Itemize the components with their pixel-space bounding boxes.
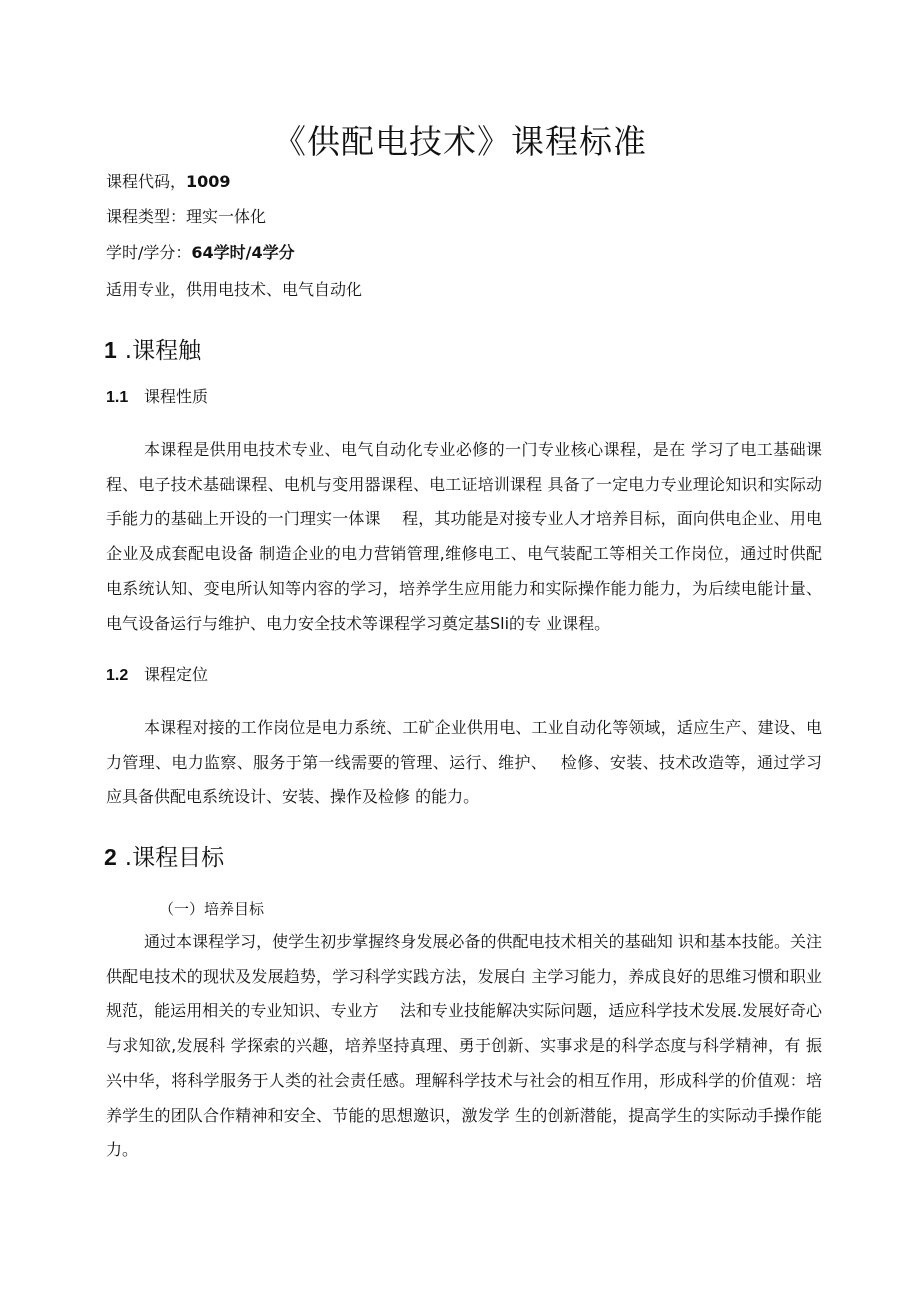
section-2-heading <box>104 842 224 873</box>
course-code-value: 1009 <box>186 172 231 191</box>
course-code-label: 课程代码， <box>106 172 187 191</box>
document-title: 《供配电技术》课程标准 <box>273 122 647 161</box>
course-hours <box>106 242 295 264</box>
section-2-number: 2 <box>104 844 117 870</box>
section-1-2-title: 课程定位 <box>144 665 209 684</box>
section-1-2-number: 1.2 <box>106 667 129 684</box>
section-1-heading <box>104 335 201 366</box>
section-1-1-heading <box>106 386 208 409</box>
hours-value: 64学时/4学分 <box>191 243 295 262</box>
section-1-2-paragraph: 本课程对接的工作岗位是电力系统、工矿企业供用电、工业自动化等领域，适应生产、建设、电力管理、电力监察、服务于第一线需要的管理、运行、维护、 检修、安装、技术改造等，通过学习应具备供配电系统设计、安装、操作及检修 的能力。 <box>106 718 822 807</box>
section-2-subheading: （一）培养目标 <box>159 900 265 918</box>
hours-label: 学时/学分： <box>106 243 192 262</box>
section-1-1-number: 1.1 <box>106 389 129 406</box>
section-1-1-paragraph: 本课程是供用电技术专业、电气自动化专业必修的一门专业核心课程，是在 学习了电工基础课程、电子技术基础课程、电机与变用器课程、电工证培训课程 具备了一定电力专业理论知识和实际动手能力的基础上开设的一门理实一体课 程，其功能是对接专业人才培养目标，面向供电企业、用电企业及成套配电设备 制造企业的电力营销管理,维修电工、电气装配工等相关工作岗位，通过时供配 电系统认知、变电所认知等内容的学习，培养学生应用能力和实际操作能力能力，为后续电能计量、电气设备运行与维护、电力安全技术等课程学习奠定基Sli的专 业课程。 <box>106 440 822 633</box>
section-1-title: .课程触 <box>124 338 202 364</box>
section-2-paragraph: 通过本课程学习，使学生初步掌握终身发展必备的供配电技术相关的基础知 识和基本技能。关注供配电技术的现状及发展趋势，学习科学实践方法，发展白 主学习能力，养成良好的思维习惯和职业规范，能运用相关的专业知识、专业方 法和专业技能解决实际问题，适应科学技术发展.发展好奇心与求知欲,发展科 学探索的兴趣，培养坚持真理、勇于创新、实事求是的科学态度与科学精神，有 振兴中华，将科学服务于人类的社会责任感。理解科学技术与社会的相互作用，形成科学的价值观：培养学生的团队合作精神和安全、节能的思想邀识，激发学 生的创新潜能，提高学生的实际动手操作能力。 <box>106 932 822 1160</box>
section-1-number: 1 <box>104 337 117 363</box>
section-2-title: .课程目标 <box>124 845 225 871</box>
section-1-1-title: 课程性质 <box>144 387 209 406</box>
course-type: 课程类型：理实一体化 <box>106 207 267 226</box>
applicable-majors: 适用专业，供用电技术、电气自动化 <box>106 280 363 299</box>
course-code <box>106 171 231 193</box>
section-1-2-heading <box>106 664 208 687</box>
